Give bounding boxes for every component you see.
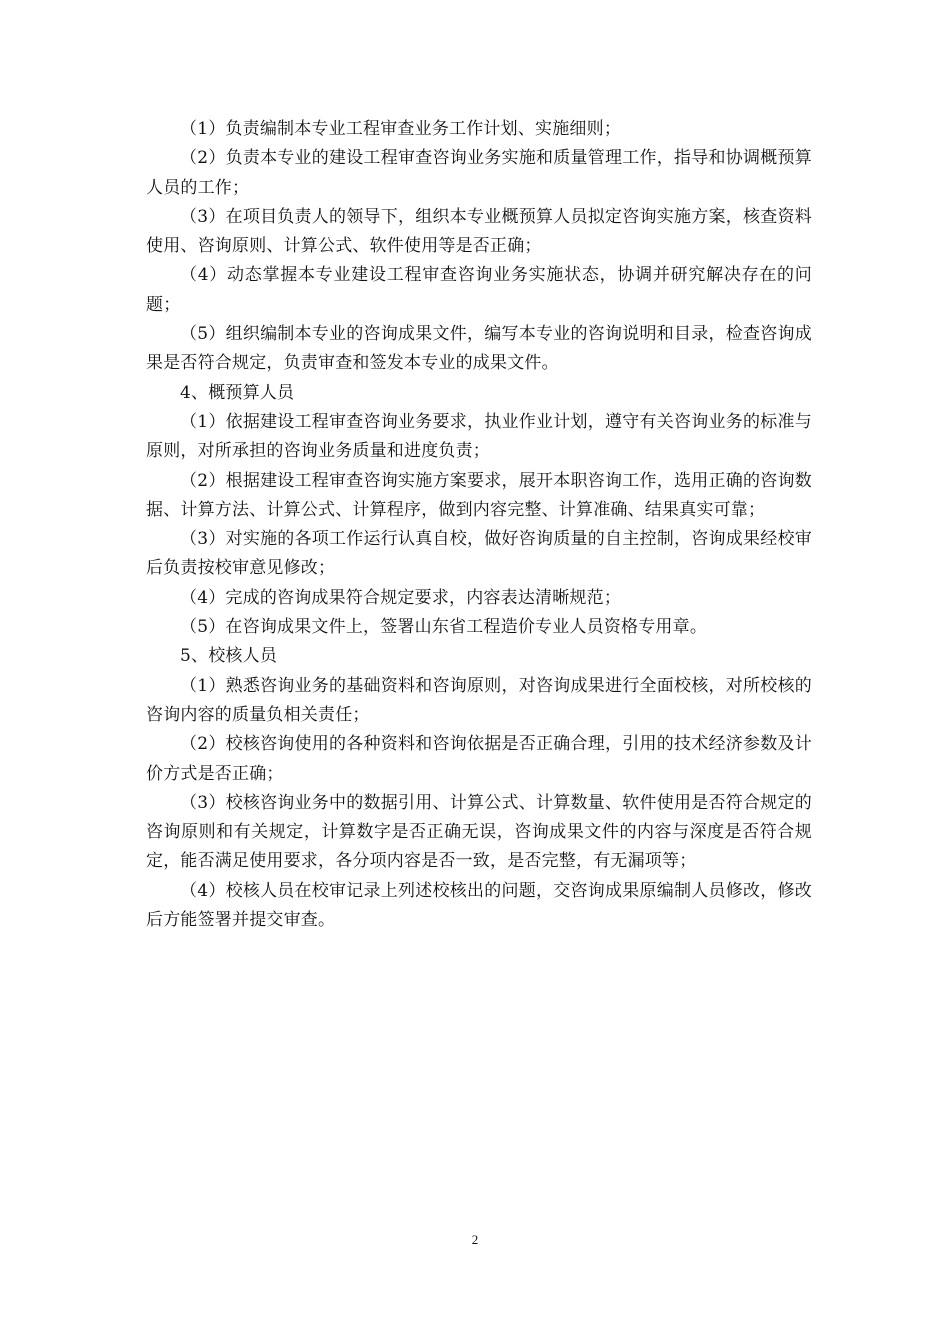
- paragraph: （1）负责编制本专业工程审查业务工作计划、实施细则；: [180, 119, 622, 139]
- paragraph: （2）根据建设工程审查咨询实施方案要求，展开本职咨询工作，选用正确的咨询数据、计算方法、计算公式、计算程序，做到内容完整、计算准确、结果真实可靠；: [146, 470, 812, 520]
- paragraph: （1）熟悉咨询业务的基础资料和咨询原则，对咨询成果进行全面校核，对所校核的咨询内容的质量负相关责任；: [146, 675, 812, 725]
- paragraph: （3）在项目负责人的领导下，组织本专业概预算人员拟定咨询实施方案，核查资料使用、咨询原则、计算公式、软件使用等是否正确；: [146, 206, 812, 257]
- section-heading: 4、概预算人员: [180, 382, 295, 403]
- paragraph: （2）校核咨询使用的各种资料和咨询依据是否正确合理，引用的技术经济参数及计价方式是否正确；: [146, 734, 812, 784]
- paragraph: （5）在咨询成果文件上，签署山东省工程造价专业人员资格专用章。: [180, 617, 708, 638]
- paragraph: （5）组织编制本专业的咨询成果文件，编写本专业的咨询说明和目录，检查咨询成果是否符合规定，负责审查和签发本专业的成果文件。: [146, 324, 812, 374]
- section-heading: 5、校核人员: [180, 646, 278, 667]
- page-number: 2: [471, 1232, 479, 1247]
- paragraph: （4）动态掌握本专业建设工程审查咨询业务实施状态，协调并研究解决存在的问题；: [146, 265, 812, 315]
- paragraph: （1）依据建设工程审查咨询业务要求，执业作业计划，遵守有关咨询业务的标准与原则，对所承担的咨询业务质量和进度负责；: [146, 411, 812, 462]
- paragraph: （3）对实施的各项工作运行认真自校，做好咨询质量的自主控制，咨询成果经校审后负责按校审意见修改；: [146, 529, 812, 579]
- paragraph: （3）校核咨询业务中的数据引用、计算公式、计算数量、软件使用是否符合规定的咨询原则和有关规定，计算数字是否正确无误，咨询成果文件的内容与深度是否符合规定，能否满足使用要求，各分项内容是否一致，是否完整，有无漏项等；: [146, 792, 812, 872]
- document-body: [146, 115, 812, 935]
- paragraph: （4）完成的咨询成果符合规定要求，内容表达清晰规范；: [180, 587, 622, 608]
- paragraph: （4）校核人员在校审记录上列述校核出的问题，交咨询成果原编制人员修改，修改后方能签署并提交审查。: [146, 880, 812, 931]
- paragraph: （2）负责本专业的建设工程审查咨询业务实施和质量管理工作，指导和协调概预算人员的工作；: [146, 148, 812, 198]
